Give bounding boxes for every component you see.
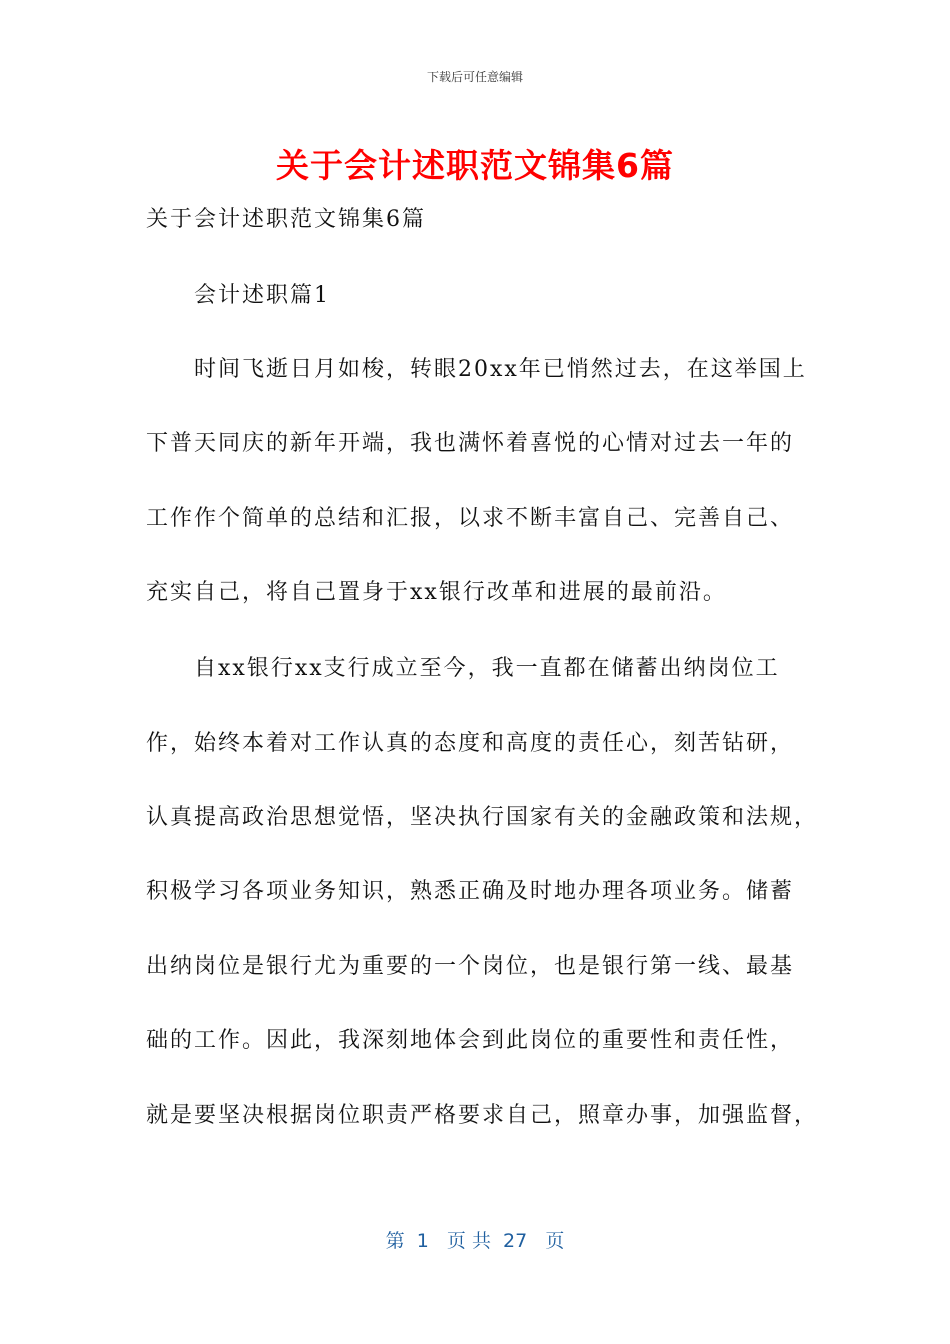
paragraph-line: 工作作个简单的总结和汇报，以求不断丰富自己、完善自己、 <box>146 506 795 531</box>
paragraph-line: 时间飞逝日月如梭，转眼20xx年已悄然过去，在这举国上 <box>194 357 807 382</box>
paragraph-line: 自xx银行xx支行成立至今，我一直都在储蓄出纳岗位工 <box>194 656 780 681</box>
page-footer: 第 1 页 共 27 页 <box>385 1230 565 1252</box>
subtitle: 关于会计述职范文锦集6篇 <box>146 207 426 232</box>
paragraph-line: 就是要坚决根据岗位职责严格要求自己，照章办事，加强监督， <box>146 1103 819 1128</box>
paragraph-line: 础的工作。因此，我深刻地体会到此岗位的重要性和责任性， <box>146 1028 795 1053</box>
paragraph-line: 作，始终本着对工作认真的态度和高度的责任心，刻苦钻研， <box>146 731 795 756</box>
paragraph-line: 出纳岗位是银行尤为重要的一个岗位，也是银行第一线、最基 <box>146 954 795 979</box>
paragraph-line: 积极学习各项业务知识，熟悉正确及时地办理各项业务。储蓄 <box>146 879 795 904</box>
header-note: 下载后可任意编辑 <box>426 70 523 84</box>
paragraph-line: 认真提高政治思想觉悟，坚决执行国家有关的金融政策和法规， <box>146 805 819 830</box>
paragraph-line: 下普天同庆的新年开端，我也满怀着喜悦的心情对过去一年的 <box>146 431 795 456</box>
paragraph-line: 充实自己，将自己置身于xx银行改革和进展的最前沿。 <box>146 580 727 605</box>
document-title: 关于会计述职范文锦集6篇 <box>276 146 674 185</box>
section-heading: 会计述职篇1 <box>194 283 330 308</box>
